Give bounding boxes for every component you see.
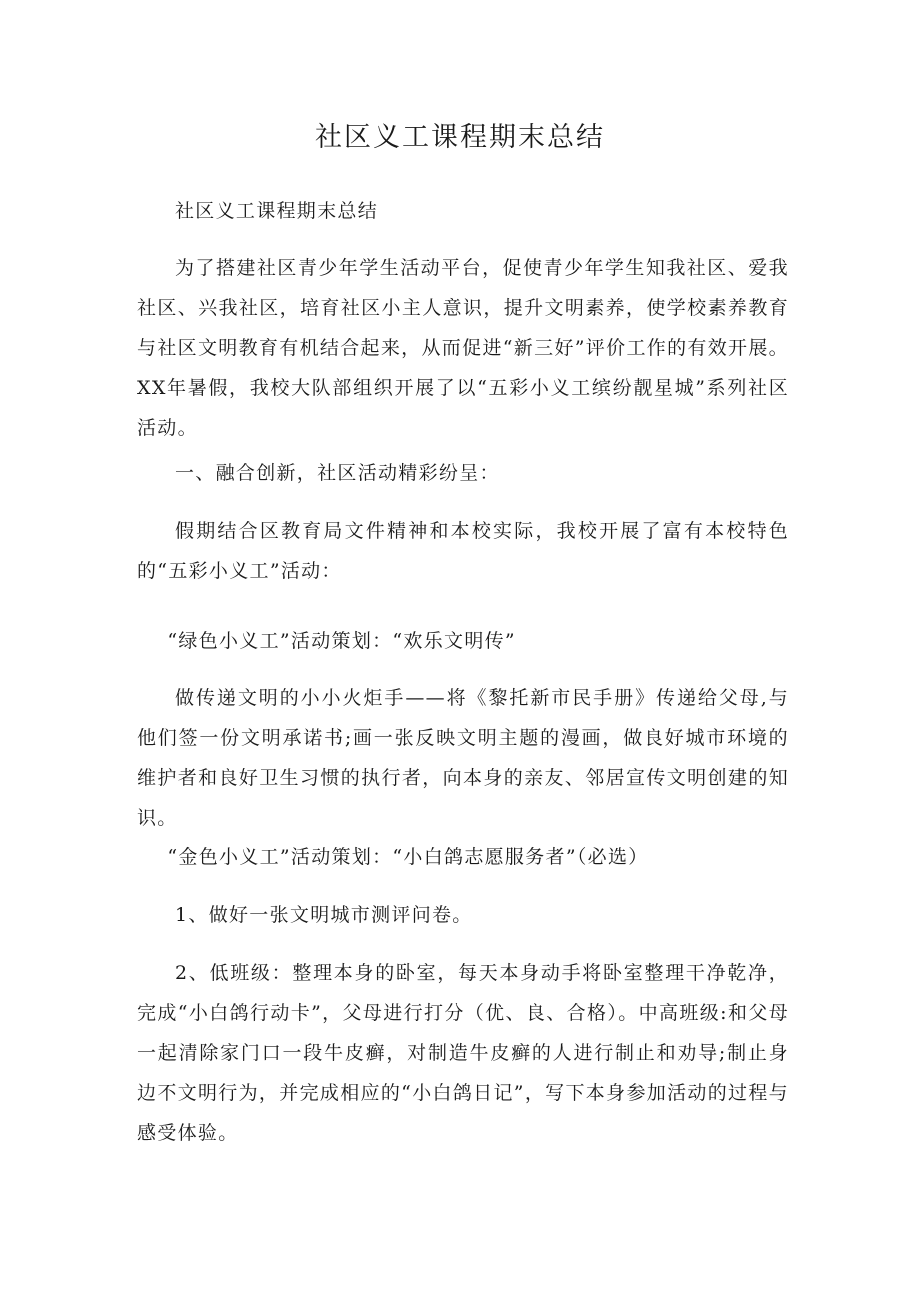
paragraph-item-1: 1、做好一张文明城市测评问卷。 <box>175 904 473 926</box>
paragraph-green-details: 做传递文明的小小火炬手——将《黎托新市民手册》传递给父母,与他们签一份文明承诺书;画一张反映文明主题的漫画，做良好城市环境的维护者和良好卫生习惯的执行者，向本身的亲友、邻居宣传文明创建的知识。 <box>137 687 789 829</box>
paragraph-green-volunteer: “绿色小义工”活动策划：“欢乐文明传” <box>167 630 516 652</box>
document-title: 社区义工课程期末总结 <box>315 122 605 153</box>
paragraph-gold-volunteer: “金色小义工”活动策划：“小白鸽志愿服务者”（必选） <box>167 846 649 868</box>
paragraph-activity-overview: 假期结合区教育局文件精神和本校实际，我校开展了富有本校特色的“五彩小义工”活动： <box>137 520 789 582</box>
paragraph-item-2: 2、低班级：整理本身的卧室，每天本身动手将卧室整理干净乾净，完成“小白鸽行动卡”，父母进行打分（优、良、合格）。中高班级:和父母一起清除家门口一段牛皮癣，对制造牛皮癣的人进行制止和劝导;制止身边不文明行为，并完成相应的“小白鸽日记”，写下本身参加活动的过程与感受体验。 <box>137 962 789 1144</box>
paragraph-subtitle: 社区义工课程期末总结 <box>175 200 379 222</box>
paragraph-intro: 为了搭建社区青少年学生活动平台，促使青少年学生知我社区、爱我社区、兴我社区，培育社区小主人意识，提升文明素养，使学校素养教育与社区文明教育有机结合起来，从而促进“新三好”评价工作的有效开展。XX年暑假，我校大队部组织开展了以“五彩小义工缤纷靓星城”系列社区活动。 <box>137 257 789 439</box>
paragraph-section-heading: 一、融合创新，社区活动精彩纷呈： <box>175 462 500 484</box>
